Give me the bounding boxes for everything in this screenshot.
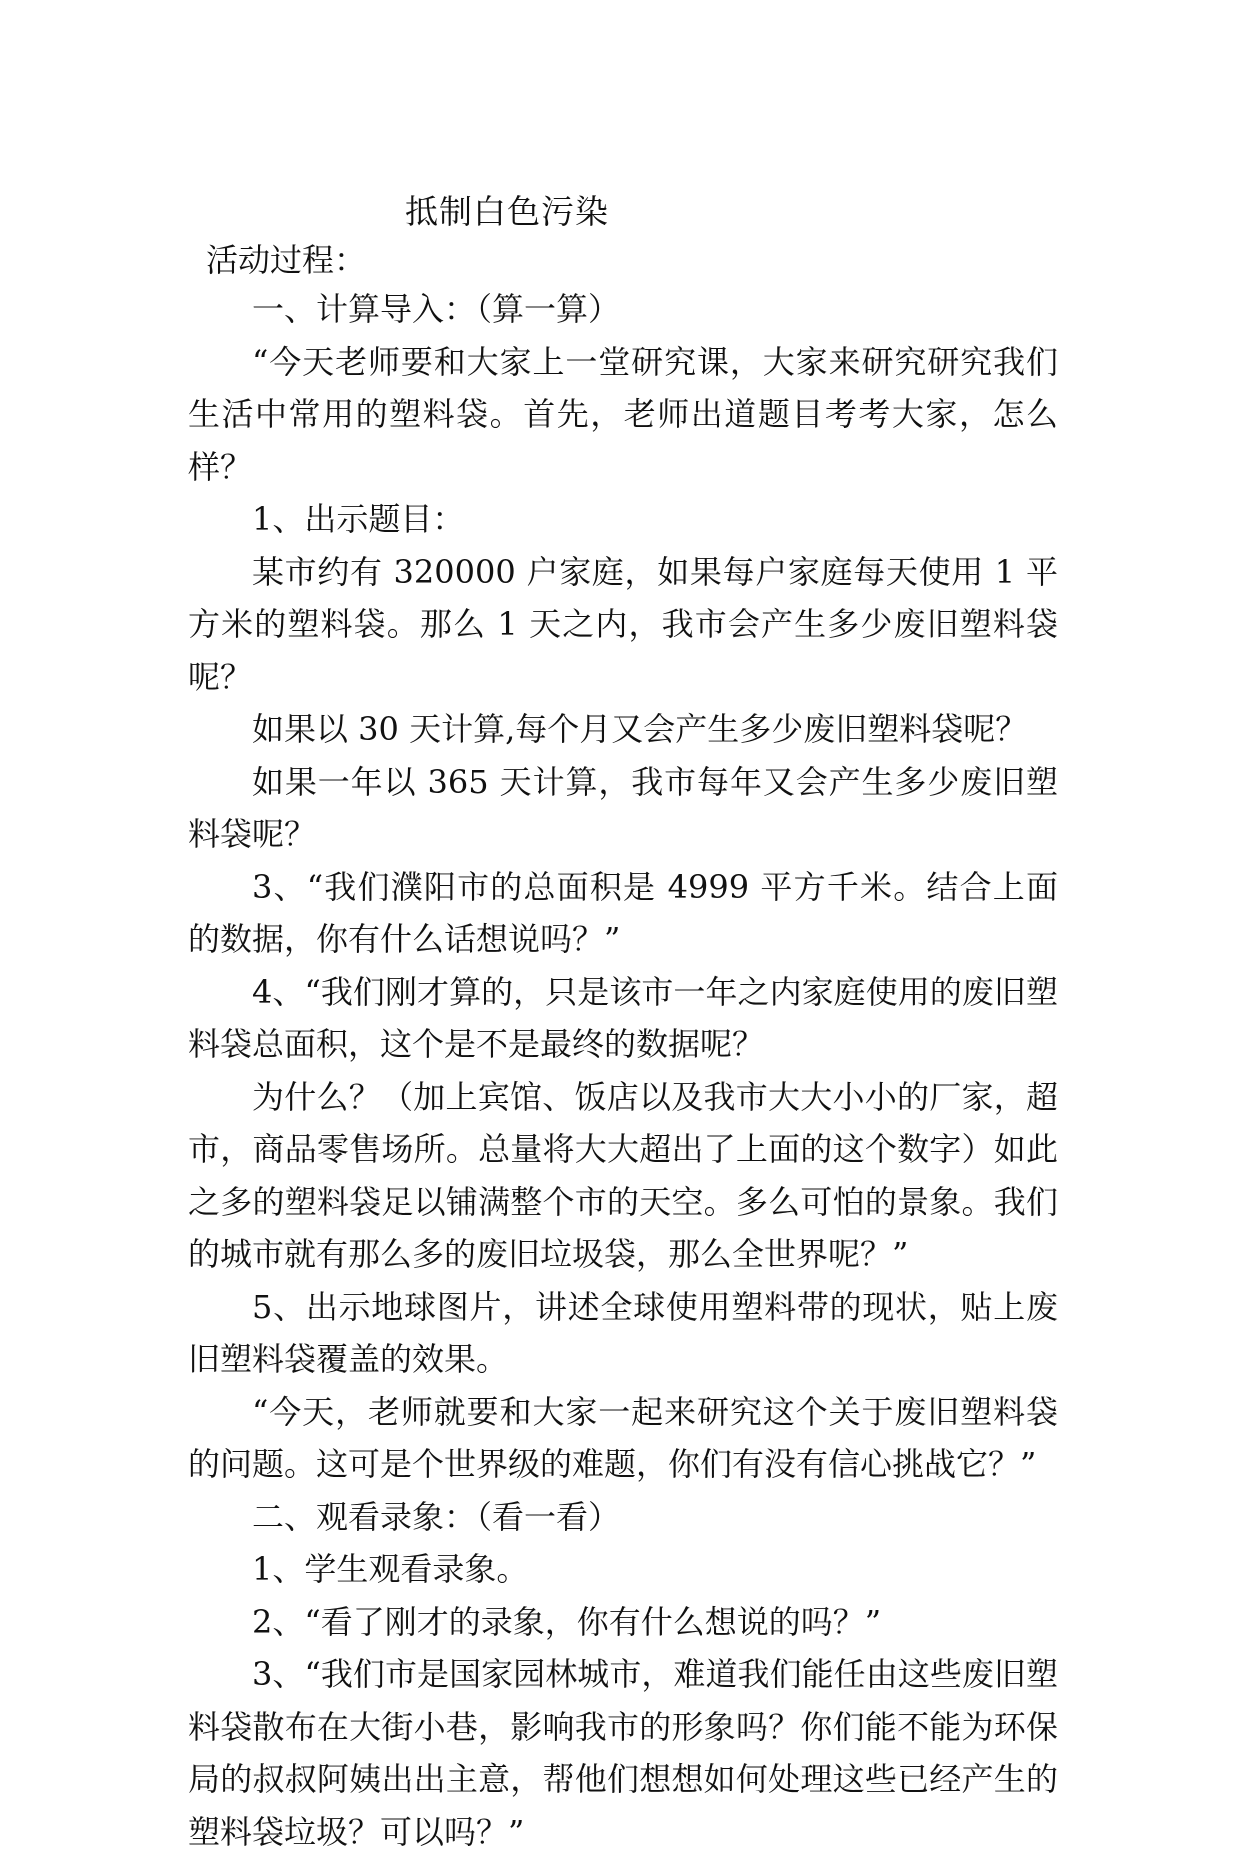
paragraph: “今天，老师就要和大家一起来研究这个关于废旧塑料袋的问题。这可是个世界级的难题，你们有没有信心挑战它？”	[188, 1392, 1058, 1483]
paragraph: 如果以 30 天计算,每个月又会产生多少废旧塑料袋呢？	[252, 710, 1028, 748]
section-label: 活动过程：	[206, 241, 367, 279]
paragraph-heading-2: 二、观看录象：（看一看）	[252, 1497, 621, 1536]
paragraph: 4、“我们刚才算的，只是该市一年之内家庭使用的废旧塑料袋总面积，这个是不是最终的数据呢？	[188, 972, 1058, 1063]
document-title: 抵制白色污染	[405, 192, 609, 231]
paragraph: 5、出示地球图片，讲述全球使用塑料带的现状，贴上废旧塑料袋覆盖的效果。	[188, 1287, 1058, 1378]
paragraph: 某市约有 320000 户家庭，如果每户家庭每天使用 1 平方米的塑料袋。那么 1 天之内，我市会产生多少废旧塑料袋呢？	[188, 552, 1058, 696]
paragraph: 1、学生观看录象。	[252, 1550, 529, 1588]
paragraph: 如果一年以 365 天计算，我市每年又会产生多少废旧塑料袋呢？	[188, 762, 1058, 853]
paragraph: 3、“我们濮阳市的总面积是 4999 平方千米。结合上面的数据，你有什么话想说吗？”	[188, 867, 1058, 958]
paragraph: 2、“看了刚才的录象，你有什么想说的吗？”	[252, 1602, 882, 1641]
paragraph-heading-1: 一、计算导入：（算一算）	[252, 290, 621, 328]
paragraph: 为什么？（加上宾馆、饭店以及我市大大小小的厂家，超市，商品零售场所。总量将大大超出了上面的这个数字）如此之多的塑料袋足以铺满整个市的天空。多么可怕的景象。我们的城市就有那么多的废旧垃圾袋，那么全世界呢？”	[188, 1077, 1058, 1273]
paragraph: 1、出示题目：	[252, 500, 465, 538]
paragraph: “今天老师要和大家上一堂研究课，大家来研究研究我们生活中常用的塑料袋。首先，老师出道题目考考大家，怎么样？	[188, 342, 1058, 486]
paragraph: 3、“我们市是国家园林城市，难道我们能任由这些废旧塑料袋散布在大街小巷，影响我市的形象吗？你们能不能为环保局的叔叔阿姨出出主意，帮他们想想如何处理这些已经产生的塑料袋垃圾？可以吗？”	[188, 1655, 1058, 1851]
document-body	[188, 283, 1058, 1858]
